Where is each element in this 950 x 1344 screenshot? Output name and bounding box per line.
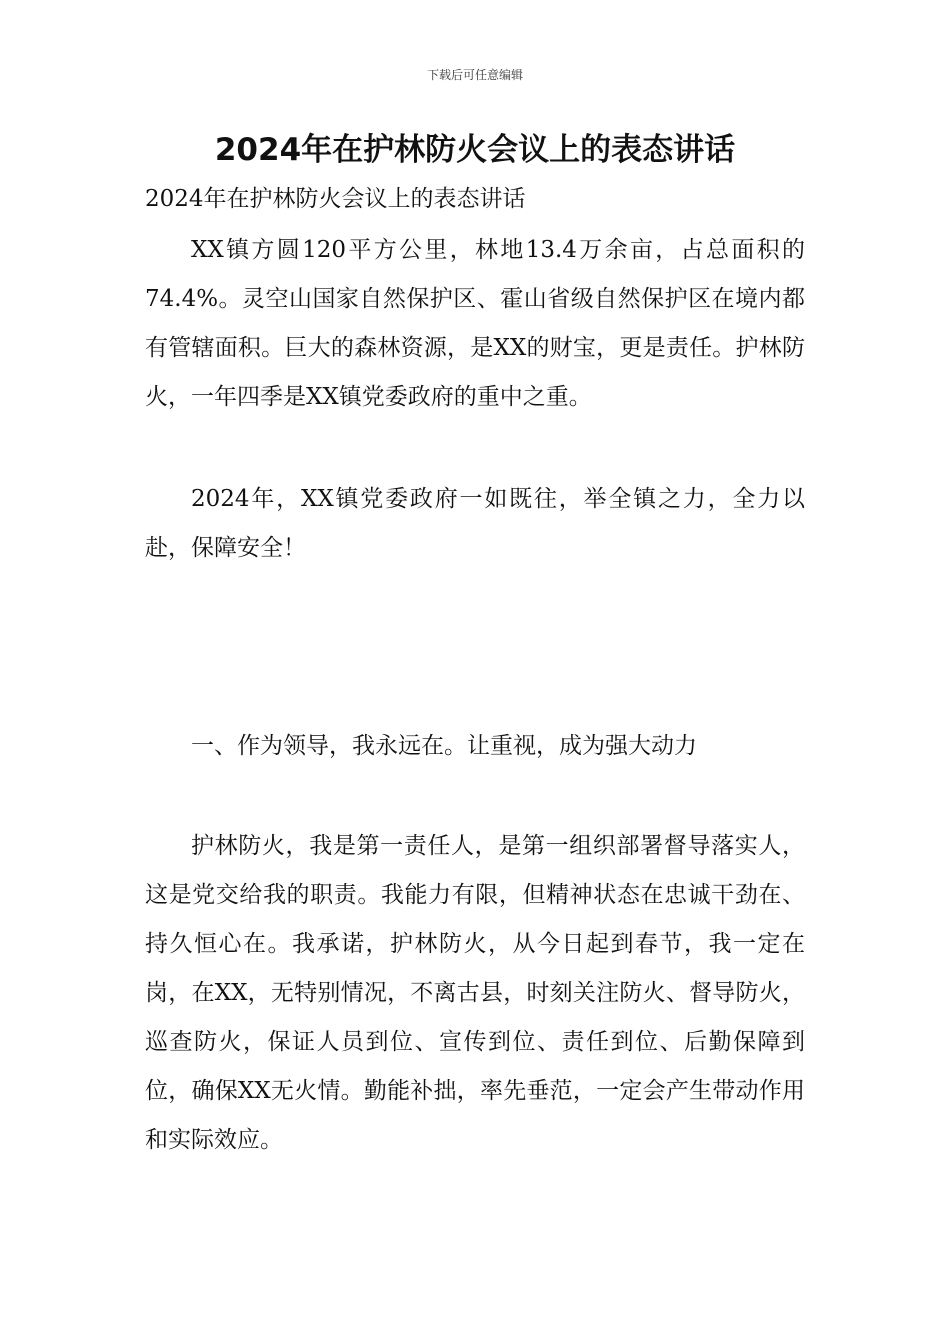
- header-note: 下载后可任意编辑: [426, 68, 523, 82]
- section-heading-1: 一、作为领导，我永远在。让重视，成为强大动力: [191, 733, 697, 759]
- document-title: 2024年在护林防火会议上的表态讲话: [214, 132, 736, 168]
- paragraph-commitment: 2024年，XX镇党委政府一如既往，举全镇之力，全力以赴，保障安全！: [145, 486, 805, 561]
- document-subtitle: 2024年在护林防火会议上的表态讲话: [145, 186, 526, 212]
- paragraph-section-1-body: 护林防火，我是第一责任人，是第一组织部署督导落实人，这是党交给我的职责。我能力有限，但精神状态在忠诚干劲在、持久恒心在。我承诺，护林防火，从今日起到春节，我一定在岗，在XX，无特别情况，不离古县，时刻关注防火、督导防火，巡查防火，保证人员到位、宣传到位、责任到位、后勤保障到位，确保XX无火情。勤能补拙，率先垂范，一定会产生带动作用和实际效应。: [145, 833, 805, 1153]
- paragraph-intro: XX镇方圆120平方公里，林地13.4万余亩，占总面积的74.4%。灵空山国家自然保护区、霍山省级自然保护区在境内都有管辖面积。巨大的森林资源，是XX的财宝，更是责任。护林防火，一年四季是XX镇党委政府的重中之重。: [145, 237, 805, 410]
